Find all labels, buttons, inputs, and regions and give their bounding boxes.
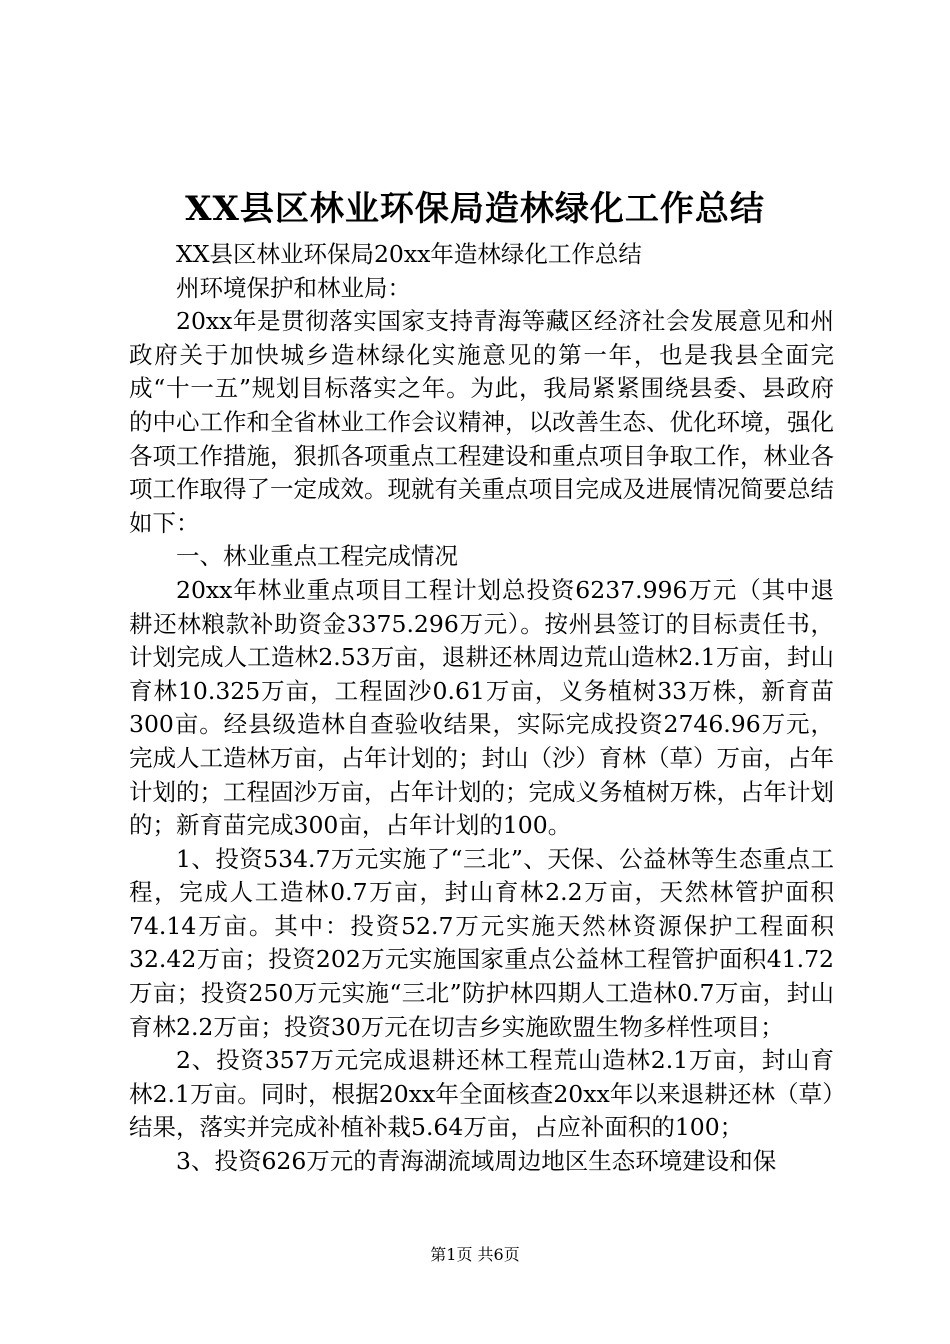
- body-paragraph: 3、投资626万元的青海湖流域周边地区生态环境建设和保: [176, 1147, 777, 1176]
- document-body: [129, 238, 834, 1179]
- page-footer: 第1页 共6页: [430, 1245, 520, 1264]
- section-heading: 一、林业重点工程完成情况: [176, 542, 458, 571]
- intro-paragraph: 20xx年是贯彻落实国家支持青海等藏区经济社会发展意见和州政府关于加快城乡造林绿化实施意见的第一年，也是我县全面完成“十一五”规划目标落实之年。为此，我局紧紧围绕县委、县政府的中心工作和全省林业工作会议精神，以改善生态、优化环境，强化各项工作措施，狠抓各项重点工程建设和重点项目争取工作，林业各项工作取得了一定成效。现就有关重点项目完成及进展情况简要总结如下：: [129, 307, 834, 537]
- subtitle-paragraph: XX县区林业环保局20xx年造林绿化工作总结: [176, 240, 642, 268]
- body-paragraph: 2、投资357万元完成退耕还林工程荒山造林2.1万亩，封山育林2.1万亩。同时，根据20xx年全面核查20xx年以来退耕还林（草）结果，落实并完成补植补栽5.64万亩，占应补面积的100；: [129, 1046, 834, 1142]
- body-paragraph: 1、投资534.7万元实施了“三北”、天保、公益林等生态重点工程，完成人工造林0.7万亩，封山育林2.2万亩，天然林管护面积74.14万亩。其中：投资52.7万元实施天然林资源保护工程面积32.42万亩；投资202万元实施国家重点公益林工程管护面积41.72万亩；投资250万元实施“三北”防护林四期人工造林0.7万亩，封山育林2.2万亩；投资30万元在切吉乡实施欧盟生物多样性项目；: [129, 844, 834, 1041]
- document-title: XX县区林业环保局造林绿化工作总结: [185, 189, 765, 229]
- body-paragraph: 20xx年林业重点项目工程计划总投资6237.996万元（其中退耕还林粮款补助资金3375.296万元）。按州县签订的目标责任书，计划完成人工造林2.53万亩，退耕还林周边荒山造林2.1万亩，封山育林10.325万亩，工程固沙0.61万亩，义务植树33万株，新育苗300亩。经县级造林自查验收结果，实际完成投资2746.96万元，完成人工造林万亩，占年计划的；封山（沙）育林（草）万亩，占年计划的；工程固沙万亩，占年计划的；完成义务植树万株，占年计划的；新育苗完成300亩，占年计划的100。: [129, 575, 834, 840]
- salutation-paragraph: 州环境保护和林业局：: [176, 273, 411, 302]
